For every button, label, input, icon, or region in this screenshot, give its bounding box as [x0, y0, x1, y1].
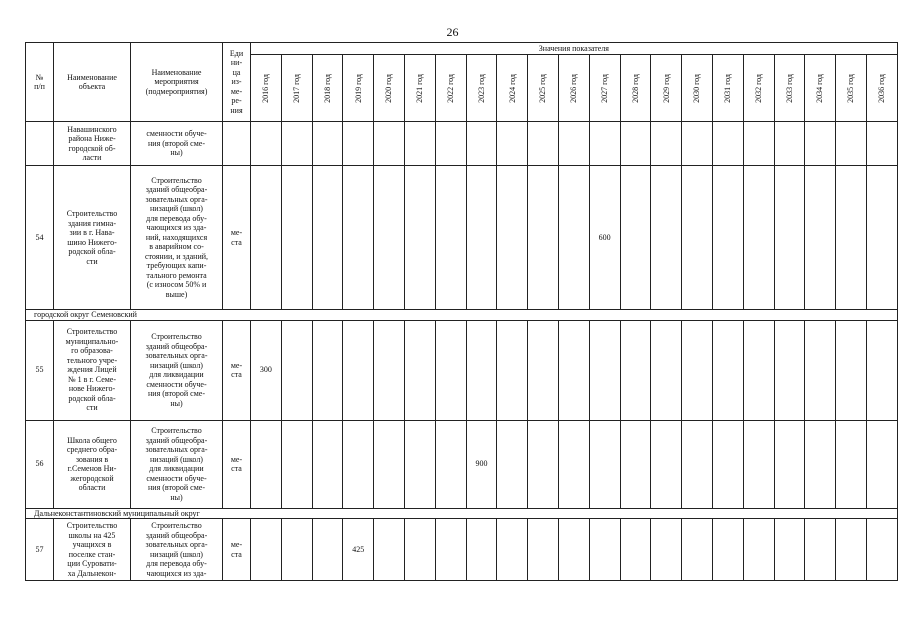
- event-name-cell: Строительство зданий общеобра- зовательных орга- низаций (школ) для перевода обу- чающихся из зда-: [131, 519, 223, 581]
- value-cell: [866, 166, 897, 310]
- value-cell: [620, 519, 651, 581]
- year-label: 2021 год: [415, 73, 425, 103]
- row-number: 55: [26, 320, 54, 420]
- year-header: [466, 55, 497, 122]
- header-object-name: Наименование объекта: [54, 43, 131, 122]
- section-row: [26, 508, 898, 519]
- value-cell: [435, 166, 466, 310]
- value-cell: [497, 519, 528, 581]
- year-label: 2024 год: [507, 73, 517, 103]
- table-row: [26, 519, 898, 581]
- value-cell: [435, 519, 466, 581]
- value-cell: [528, 166, 559, 310]
- value-cell: [682, 519, 713, 581]
- object-name-cell: Строительство здания гимна- зии в г. Нава- шино Нижего- родской обла- сти: [54, 166, 131, 310]
- value-cell: [712, 122, 743, 166]
- year-header: [251, 55, 282, 122]
- value-cell: [466, 320, 497, 420]
- event-name-cell: Строительство зданий общеобра- зовательных орга- низаций (школ) для ликвидации сменности обуче- ния (второй сме- ны): [131, 320, 223, 420]
- value-cell: [404, 166, 435, 310]
- value-cell: [558, 122, 589, 166]
- value-cell: [558, 166, 589, 310]
- year-header: [620, 55, 651, 122]
- unit-cell: [223, 122, 251, 166]
- value-cell: [343, 166, 374, 310]
- table-row: [26, 122, 898, 166]
- page-number: 26: [446, 25, 459, 39]
- year-header: [374, 55, 405, 122]
- value-cell: 900: [466, 420, 497, 508]
- object-name-cell: Строительство школы на 425 учащихся в поселке стан- ции Суровати- ха Дальнекон-: [54, 519, 131, 581]
- table-row: [26, 166, 898, 310]
- value-cell: [374, 320, 405, 420]
- year-header: [528, 55, 559, 122]
- year-label: 2030 год: [692, 73, 702, 103]
- year-label: 2017 год: [291, 73, 301, 103]
- section-label: Дальнеконстантиновский муниципальный округ: [26, 508, 898, 519]
- value-cell: [435, 320, 466, 420]
- year-header: [805, 55, 836, 122]
- value-cell: [712, 166, 743, 310]
- value-cell: [528, 122, 559, 166]
- value-cell: 425: [343, 519, 374, 581]
- value-cell: [805, 122, 836, 166]
- value-cell: [712, 420, 743, 508]
- value-cell: [312, 320, 343, 420]
- year-header: [281, 55, 312, 122]
- year-label: 2020 год: [384, 73, 394, 103]
- header-values-group: Значения показателя: [251, 43, 898, 55]
- value-cell: [743, 122, 774, 166]
- value-cell: [836, 420, 867, 508]
- value-cell: [682, 122, 713, 166]
- value-cell: [805, 519, 836, 581]
- value-cell: [251, 519, 282, 581]
- value-cell: [251, 122, 282, 166]
- value-cell: [651, 420, 682, 508]
- value-cell: [651, 519, 682, 581]
- year-header: [866, 55, 897, 122]
- year-label: 2025 год: [538, 73, 548, 103]
- value-cell: [774, 122, 805, 166]
- value-cell: [281, 166, 312, 310]
- year-header: [682, 55, 713, 122]
- value-cell: [712, 320, 743, 420]
- year-header: [497, 55, 528, 122]
- value-cell: [866, 122, 897, 166]
- year-label: 2032 год: [753, 73, 763, 103]
- year-label: 2036 год: [877, 73, 887, 103]
- year-header: [435, 55, 466, 122]
- value-cell: [805, 320, 836, 420]
- value-cell: [497, 420, 528, 508]
- value-cell: [651, 320, 682, 420]
- value-cell: [312, 122, 343, 166]
- value-cell: [281, 420, 312, 508]
- value-cell: [866, 420, 897, 508]
- value-cell: [682, 320, 713, 420]
- value-cell: [774, 166, 805, 310]
- year-header: [743, 55, 774, 122]
- value-cell: 600: [589, 166, 620, 310]
- table-row: [26, 420, 898, 508]
- value-cell: [281, 519, 312, 581]
- value-cell: [620, 122, 651, 166]
- value-cell: [435, 420, 466, 508]
- year-label: 2026 год: [569, 73, 579, 103]
- value-cell: [743, 320, 774, 420]
- section-label: городской округ Семеновский: [26, 310, 898, 321]
- value-cell: [866, 320, 897, 420]
- value-cell: [528, 320, 559, 420]
- value-cell: [651, 166, 682, 310]
- row-number: 57: [26, 519, 54, 581]
- value-cell: [558, 519, 589, 581]
- unit-cell: ме- ста: [223, 519, 251, 581]
- header-num: № п/п: [26, 43, 54, 122]
- year-label: 2018 год: [322, 73, 332, 103]
- value-cell: [774, 519, 805, 581]
- year-header: [404, 55, 435, 122]
- year-label: 2022 год: [445, 73, 455, 103]
- value-cell: [281, 122, 312, 166]
- year-header: [836, 55, 867, 122]
- year-label: 2029 год: [661, 73, 671, 103]
- year-header: [343, 55, 374, 122]
- value-cell: [435, 122, 466, 166]
- value-cell: [682, 166, 713, 310]
- value-cell: [743, 420, 774, 508]
- object-name-cell: Навашинского района Ниже- городской об- ласти: [54, 122, 131, 166]
- value-cell: [374, 519, 405, 581]
- value-cell: [620, 420, 651, 508]
- year-label: 2034 год: [815, 73, 825, 103]
- value-cell: [805, 166, 836, 310]
- year-label: 2035 год: [846, 73, 856, 103]
- year-header: [712, 55, 743, 122]
- value-cell: [466, 122, 497, 166]
- value-cell: [589, 420, 620, 508]
- value-cell: [620, 320, 651, 420]
- row-number: 54: [26, 166, 54, 310]
- indicator-table: [25, 42, 898, 581]
- value-cell: [620, 166, 651, 310]
- value-cell: [251, 420, 282, 508]
- value-cell: [497, 166, 528, 310]
- year-label: 2027 год: [599, 73, 609, 103]
- event-name-cell: Строительство зданий общеобра- зовательных орга- низаций (школ) для ликвидации сменности обуче- ния (второй сме- ны): [131, 420, 223, 508]
- year-label: 2033 год: [784, 73, 794, 103]
- value-cell: 300: [251, 320, 282, 420]
- unit-cell: ме- ста: [223, 420, 251, 508]
- value-cell: [312, 166, 343, 310]
- year-label: 2031 год: [723, 73, 733, 103]
- value-cell: [589, 320, 620, 420]
- year-header: [558, 55, 589, 122]
- value-cell: [836, 122, 867, 166]
- value-cell: [836, 320, 867, 420]
- value-cell: [374, 166, 405, 310]
- year-label: 2023 год: [476, 73, 486, 103]
- header-unit: Еди ни- ца из- ме- ре- ния: [223, 43, 251, 122]
- value-cell: [343, 122, 374, 166]
- event-name-cell: Строительство зданий общеобра- зовательных орга- низаций (школ) для перевода обу- чающихся из зда- ний, находящихся в аварийном со- стоянии, и зданий, требующих капи- тального ремонта (с износом 50% и выше): [131, 166, 223, 310]
- value-cell: [281, 320, 312, 420]
- value-cell: [528, 519, 559, 581]
- value-cell: [774, 420, 805, 508]
- year-label: 2016 год: [261, 73, 271, 103]
- value-cell: [466, 519, 497, 581]
- section-row: [26, 310, 898, 321]
- year-header: [774, 55, 805, 122]
- value-cell: [558, 320, 589, 420]
- value-cell: [312, 420, 343, 508]
- value-cell: [743, 166, 774, 310]
- value-cell: [404, 519, 435, 581]
- unit-cell: ме- ста: [223, 166, 251, 310]
- value-cell: [712, 519, 743, 581]
- value-cell: [558, 420, 589, 508]
- value-cell: [374, 420, 405, 508]
- value-cell: [251, 166, 282, 310]
- year-label: 2019 год: [353, 73, 363, 103]
- value-cell: [404, 420, 435, 508]
- table-row: [26, 320, 898, 420]
- header-event-name: Наименование мероприятия (подмероприятия): [131, 43, 223, 122]
- year-header: [312, 55, 343, 122]
- value-cell: [374, 122, 405, 166]
- value-cell: [528, 420, 559, 508]
- value-cell: [404, 122, 435, 166]
- object-name-cell: Школа общего среднего обра- зования в г.Семенов Ни- жегородской области: [54, 420, 131, 508]
- row-number: 56: [26, 420, 54, 508]
- event-name-cell: сменности обуче- ния (второй сме- ны): [131, 122, 223, 166]
- year-header: [589, 55, 620, 122]
- value-cell: [743, 519, 774, 581]
- row-number: [26, 122, 54, 166]
- value-cell: [404, 320, 435, 420]
- value-cell: [497, 320, 528, 420]
- value-cell: [774, 320, 805, 420]
- value-cell: [651, 122, 682, 166]
- value-cell: [343, 320, 374, 420]
- value-cell: [589, 122, 620, 166]
- unit-cell: ме- ста: [223, 320, 251, 420]
- value-cell: [497, 122, 528, 166]
- value-cell: [836, 519, 867, 581]
- value-cell: [466, 166, 497, 310]
- value-cell: [866, 519, 897, 581]
- value-cell: [312, 519, 343, 581]
- value-cell: [589, 519, 620, 581]
- value-cell: [836, 166, 867, 310]
- value-cell: [805, 420, 836, 508]
- year-header: [651, 55, 682, 122]
- value-cell: [343, 420, 374, 508]
- object-name-cell: Строительство муниципально- го образова- тельного учре- ждения Лицей № 1 в г. Семе- нове Нижего- родской обла- сти: [54, 320, 131, 420]
- value-cell: [682, 420, 713, 508]
- year-label: 2028 год: [630, 73, 640, 103]
